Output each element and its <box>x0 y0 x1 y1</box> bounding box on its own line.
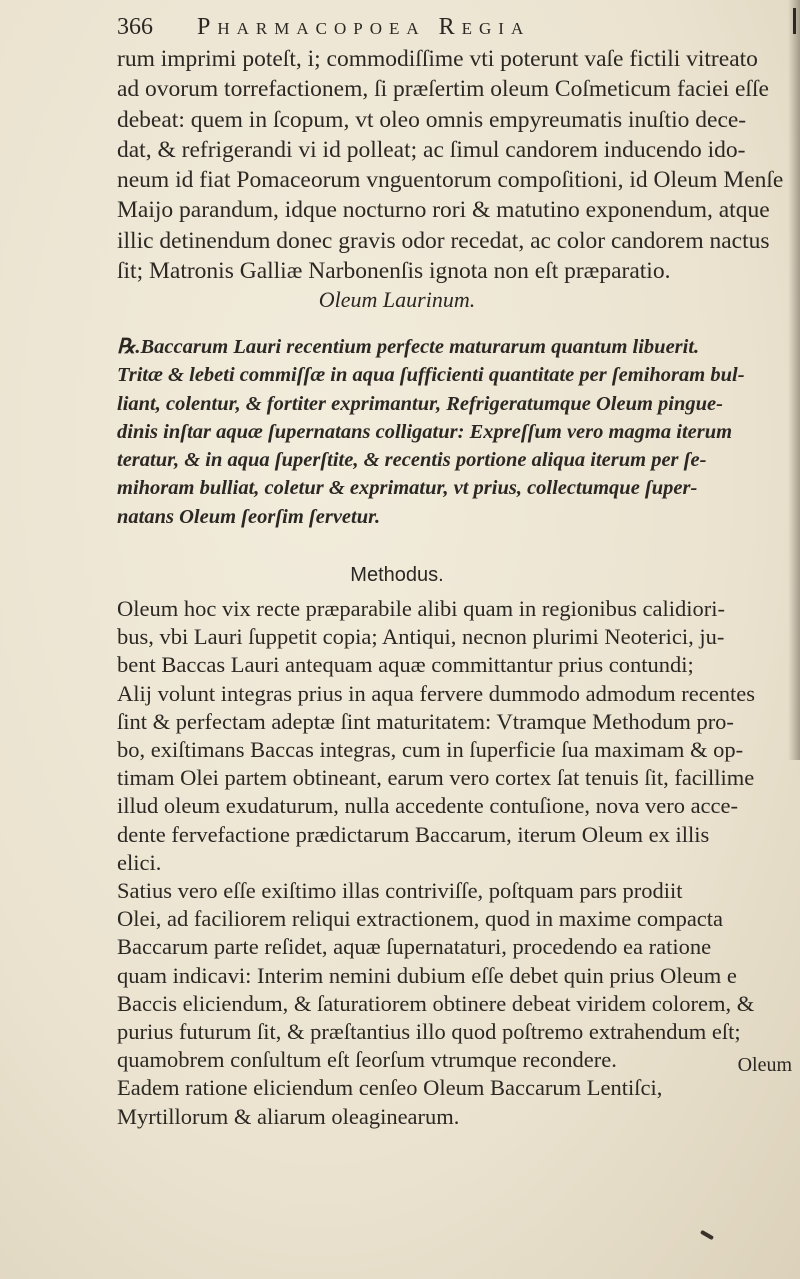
text-line: neum id fiat Pomaceorum vnguentorum compoſitioni, id Oleum Menſe <box>117 167 784 194</box>
text-line: Baccis eliciendum, & ſaturatiorem obtinere debeat viridem colorem, & <box>117 990 755 1016</box>
recipe-line: natans Oleum ſeorſim ſervetur. <box>117 505 381 528</box>
recipe-line: Tritæ & lebeti commiſſæ in aqua ſufficienti quantitate per ſemihoram bul- <box>117 364 745 387</box>
text-line: Oleum hoc vix recte præparabile alibi quam in regionibus calidiori- <box>117 596 725 621</box>
recipe-line: liant, colentur, & fortiter exprimantur, Refrigeratumque Oleum pingue- <box>117 392 723 415</box>
recipe-line: teratur, & in aqua ſuperſtite, & recentis portione aliqua iterum per ſe- <box>117 449 707 472</box>
text-line: Baccarum parte reſidet, aquæ ſupernataturi, procedendo ea ratione <box>117 934 712 960</box>
page-number: 366 <box>117 14 153 40</box>
running-title: Pharmacopoea Regia <box>197 14 531 40</box>
text-line: Myrtillorum & aliarum oleaginearum. <box>117 1103 460 1129</box>
recipe-line: mihoram bulliat, coletur & exprimatur, vt prius, collectumque ſuper- <box>117 477 698 500</box>
methodus-text <box>117 595 792 1131</box>
methodus-heading: Methodus. <box>350 564 444 586</box>
text-line: Eadem ratione eliciendum cenſeo Oleum Baccarum Lentiſci, <box>117 1075 663 1101</box>
text-line: quamobrem conſultum eſt ſeorſum vtrumque recondere. <box>117 1047 617 1073</box>
recipe-line: ℞.Baccarum Lauri recentium perfecte maturarum quantum libuerit. <box>117 336 700 358</box>
text-line: Olei, ad faciliorem reliqui extractionem, quod in maxime compacta <box>117 906 724 932</box>
text-line: bus, vbi Lauri ſuppetit copia; Antiqui, necnon plurimi Neoterici, ju- <box>117 624 725 650</box>
text-line: ſint & perfectam adeptæ ſint maturitatem: Vtramque Methodum pro- <box>117 708 734 734</box>
paragraph-1 <box>117 44 792 286</box>
text-line: purius futurum ſit, & præſtantius illo quod poſtremo extrahendum eſt; <box>117 1019 741 1045</box>
text-line: ad ovorum torrefactionem, ſi præſertim oleum Coſmeticum faciei eſſe <box>117 76 769 103</box>
text-line: debeat: quem in ſcopum, vt oleo omnis empyreumatis inuſtio dece- <box>117 106 747 133</box>
text-line: Satius vero eſſe exiſtimo illas contriviſſe, poſtquam pars prodiit <box>117 878 683 904</box>
running-header <box>117 12 677 42</box>
text-line: bent Baccas Lauri antequam aquæ committantur prius contundi; <box>117 652 694 678</box>
text-line: illic detinendum donec gravis odor recedat, ac color candorem nactus <box>117 227 770 254</box>
text-line: elici. <box>117 849 162 875</box>
text-line: dente fervefactione prædictarum Baccarum, iterum Oleum ex illis <box>117 821 710 847</box>
page-edge-mark <box>793 8 796 34</box>
section-heading: Oleum Laurinum. <box>318 287 476 312</box>
text-line: bo, exiſtimans Baccas integras, cum in ſuperficie ſua maximam & op- <box>117 737 744 763</box>
text-line: timam Olei partem obtineant, earum vero cortex ſat tenuis ſit, facillime <box>117 765 755 791</box>
text-line: ſit; Matronis Galliæ Narbonenſis ignota non eſt præparatio. <box>117 258 671 285</box>
text-line: quam indicavi: Interim nemini dubium eſſe debet quin prius Oleum e <box>117 962 737 988</box>
ink-speck <box>700 1230 714 1240</box>
text-line: Maijo parandum, idque nocturno rori & matutino exponendum, atque <box>117 197 770 224</box>
text-line: dat, & refrigerandi vi id polleat; ac ſimul candorem inducendo ido- <box>117 136 746 163</box>
text-line: Alij volunt integras prius in aqua fervere dummodo admodum recentes <box>117 680 755 706</box>
catchword: Oleum <box>737 1054 792 1076</box>
text-line: rum imprimi poteſt, i; commodiſſime vti poterunt vaſe fictili vitreato <box>117 46 758 72</box>
recipe-block <box>117 333 792 531</box>
text-line: illud oleum exudaturum, nulla accedente contuſione, nova vero acce- <box>117 793 739 819</box>
recipe-line: dinis inſtar aquæ ſupernatans colligatur: Expreſſum vero magma iterum <box>117 420 733 443</box>
